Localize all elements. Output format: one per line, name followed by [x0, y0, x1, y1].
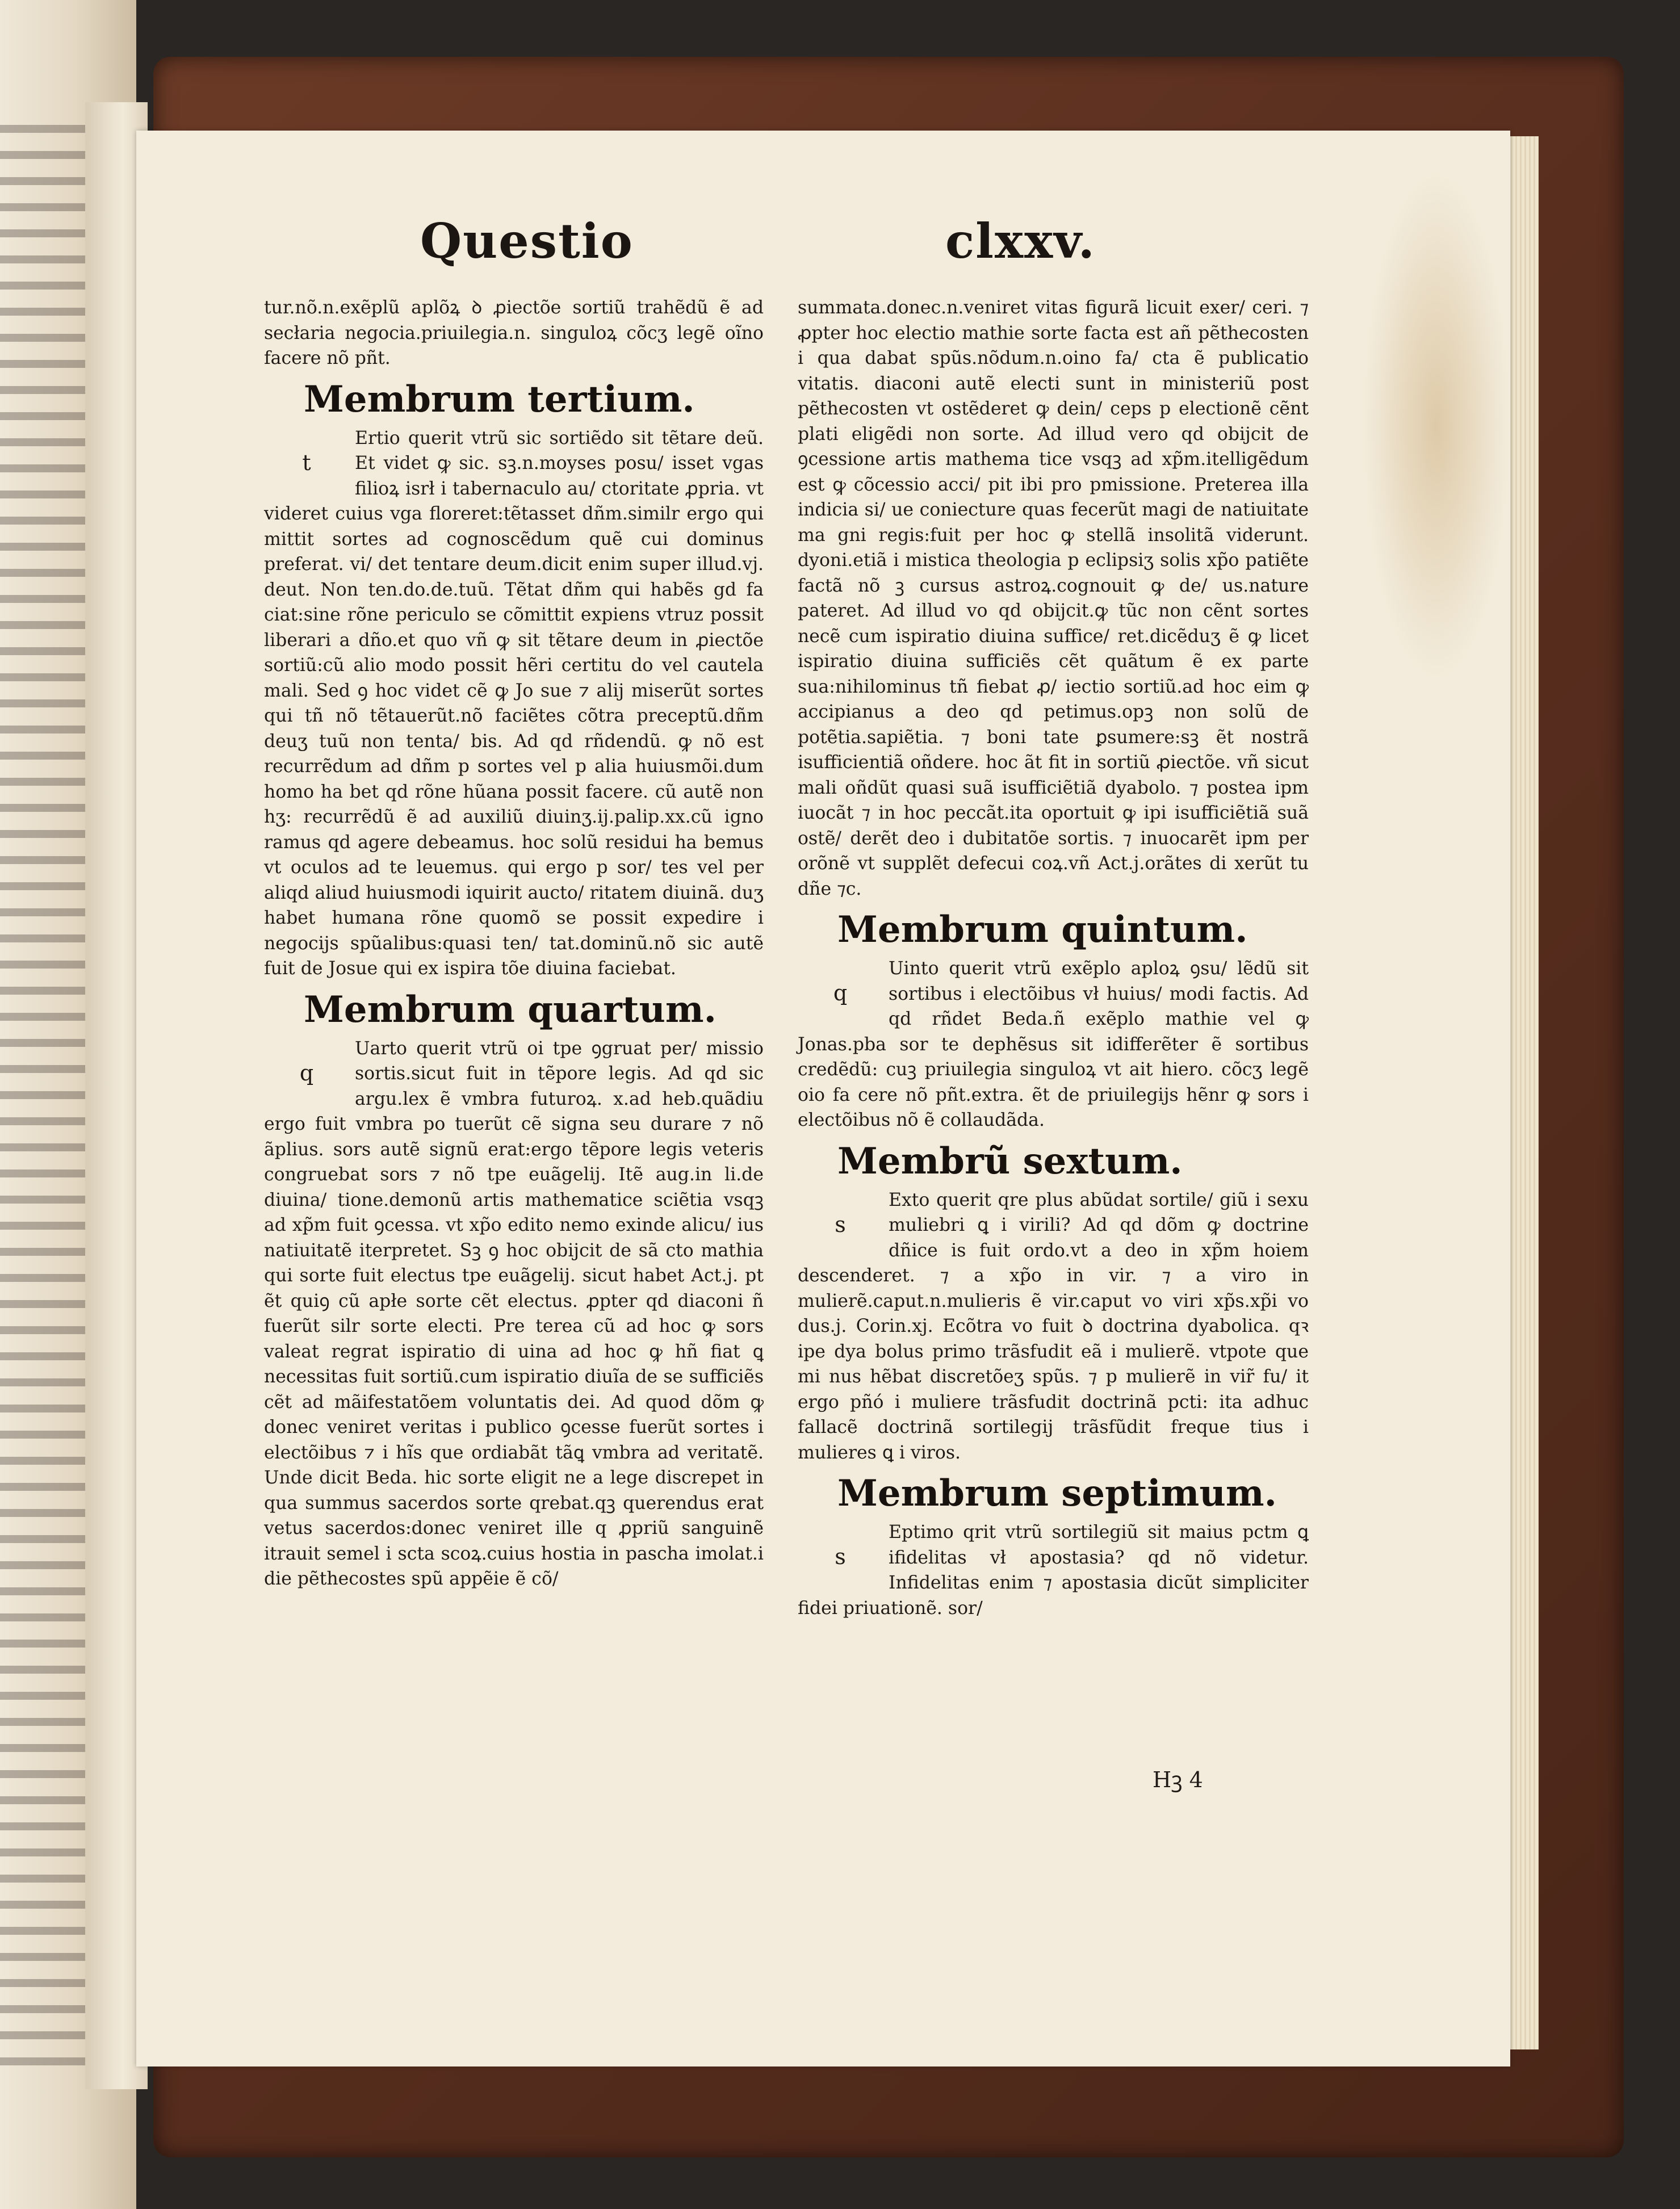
- signature-mark: Hꝫ 4: [1153, 1767, 1203, 1792]
- paragraph-text: Exto querit qre plus abũdat sortile/ giũ i sexu muliebri ꝗ i virili? Ad qd dõm ꝙ doctrine dñice is fuit ordo.vt a deo in xp̃m hoiem descenderet. ⁊ a xp̃o in vir. ⁊ a viro in mulierẽ.caput.n.mulieris ẽ vir.caput vo viri xp̃s.xp̃i vo dus.j. Corin.xj. Ecõtra vo fuit ꝺ doctrina dyabolica. qꝛ ipe dya bolus primo trãsfudit eã i mulierẽ. vtpote que mi nus hẽbat discretõeʒ spũs. ⁊ p mulierẽ in vir̃ fu/ it ergo pñó i muliere trãsfudit doctrinã pcti: ita adhuc fallacẽ doctrinã sortilegij trãsfũdit freque tius i mulieres ꝗ i viros.: [798, 1189, 1309, 1463]
- folio-number: clxxv.: [945, 213, 1096, 269]
- paragraph-text: Eptimo qrit vtrũ sortilegiũ sit maius pctm ꝗ ifidelitas vł apostasia? qd nõ videtur. Infidelitas enim ⁊ apostasia dicũt simpliciter fidei priuationẽ. sor/: [798, 1522, 1309, 1619]
- opening-paragraph-right: summata.donec.n.veniret vitas figurã licuit exer/ ceri. ⁊ ꝓpter hoc electio mathie sorte facta est añ pẽthecosten i qua dabat spũs.nõdum.n.oino fa/ cta ẽ publicatio vitatis. diaconi autẽ electi sunt in ministeriũ post pẽthecosten vt ostẽderet ꝙ dein/ ceps p electionẽ cẽnt plati eligẽdi non sorte. Ad illud vero qd obijcit de ꝯcessione artis mathema tice vsqꝫ ad xp̃m.itelligẽdum est ꝙ cõcessio acci/ pit ibi pro pmissione. Preterea illa indicia si/ ue coniecture quas fecerũt magi de natiuitate ma gni regis:fuit per hoc ꝙ stellã insolitã viderunt. dyoni.etiã i mistica theologia p eclipsiʒ solis xp̃o patiẽte factã nõ ꝫ cursus astroꝝ.cognouit ꝙ de/ us.nature pateret. Ad illud vo qd obijcit.ꝙ tũc non cẽnt sortes necẽ cum ispiratio diuina suffice/ ret.dicẽduʒ ẽ ꝙ licet ispiratio diuina sufficiẽs cẽt quãtum ẽ ex parte sua:nihilominus tñ fiebat ꝓ/ iectio sortiũ.ad hoc eim ꝙ accipianus a deo qd petimus.opꝫ non solũ de potẽtia.sapiẽtia. ⁊ boni tate ꝑsumere:sꝫ ẽt nostrã isufficientiã oñdere. hoc ãt fit in sortiũ ꝓiectõe. vñ sicut mali oñdũt quasi suã isufficiẽtiã dyabolo. ⁊ postea ipm iuocãt ⁊ in hoc peccãt.ita oportuit ꝙ ipi isufficiẽtiã suã ostẽ/ derẽt deo i dubitatõe sortis. ⁊ inuocarẽt ipm per orõnẽ vt supplẽt defecui coꝝ.vñ Act.j.orãtes di xerũt tu dñe ⁊c.: [798, 297, 1309, 899]
- right-column: [798, 295, 1309, 1621]
- left-column: [264, 295, 764, 1592]
- heading-membrum-septimum: Membrum septimum.: [837, 1472, 1277, 1515]
- guide-letter: s: [835, 1544, 846, 1569]
- guide-letter: q: [833, 980, 848, 1005]
- paragraph-membrum-quartum: [264, 1036, 764, 1592]
- heading-membrum-quintum: Membrum quintum.: [837, 908, 1248, 951]
- page-stain: [1363, 170, 1510, 681]
- paragraph-membrum-quintum: [798, 956, 1309, 1133]
- heading-membrum-sextum: Membrũ sextum.: [837, 1139, 1183, 1183]
- paragraph-text: Uinto querit vtrũ exẽplo aploꝝ ꝯsu/ lẽdũ sit sortibus i electõibus vł huius/ modi factis. Ad qd rñdet Beda.ñ exẽplo mathie vel ꝙ Jonas.pba sor te dephẽsus sit idifferẽter ẽ sortibus credẽdũ: cuꝫ priuilegia singuloꝝ vt ait hiero. cõcʒ legẽ oio fa cere nõ pñt.extra. ẽt de priuilegijs hẽnr ꝙ sors i electõibus nõ ẽ collaudãda.: [798, 958, 1309, 1130]
- running-head-left: Questio: [420, 213, 634, 269]
- heading-membrum-quartum: Membrum quartum.: [304, 988, 717, 1031]
- paragraph-membrum-tertium: [264, 426, 764, 982]
- paragraph-text: Uarto querit vtrũ oi tpe ꝯgruat per/ missio sortis.sicut fuit in tẽpore legis. Ad qd sic argu.lex ẽ vmbra futuroꝝ. x.ad heb.quãdiu ergo fuit vmbra po tuerũt cẽ signa seu durare ⁊ nõ ãplius. sors autẽ signũ erat:ergo tẽpore legis veteris congruebat sors ⁊ nõ tpe euãgelij. Itẽ aug.in li.de diuina/ tione.demonũ artis mathematice sciẽtia vsqꝫ ad xp̃m fuit ꝯcessa. vt xp̃o edito nemo exinde alicu/ ius natiuitatẽ iterpretet. Sꝫ ꝯ hoc obijcit de sã cto mathia qui sorte fuit electus tpe euãgelij. sicut habet Act.j. pt ẽt quiꝯ cũ apłe sorte cẽt electus. ꝓpter qd diaconi ñ fuerũt silr sorte electi. Pre terea cũ ad hoc ꝙ sors valeat regrat ispiratio di uina ad hoc ꝙ hñ fiat ꝗ necessitas fuit sortiũ.cum ispiratio diuĩa de se sufficiẽs cẽt ad mãifestatõem voluntatis dei. Ad quod dõm ꝙ donec veniret veritas i publico ꝯcesse fuerũt sortes i electõibus ⁊ i hĩs que ordiabãt tãꝗ vmbra ad veritatẽ. Unde dicit Beda. hic sorte eligit ne a lege discrepet in qua summus sacerdos sorte qrebat.qꝫ querendus erat vetus sacerdos:donec veniret ille q ꝓpriũ sanguinẽ itrauit semel i scta scoꝝ.cuius hostia in pascha imolat.i die pẽthecostes spũ appẽie ẽ cõ/: [264, 1038, 764, 1589]
- paragraph-membrum-sextum: [798, 1188, 1309, 1466]
- paragraph-text: Ertio querit vtrũ sic sortiẽdo sit tẽtare deũ. Et videt ꝙ sic. sꝫ.n.moyses posu/ isset vgas filioꝝ isrł i tabernaculo au/ ctoritate ꝓpria. vt videret cuius vga floreret:tẽtasset dñm.similr ergo qui mittit sortes ad cognoscẽdum quẽ cui dominus preferat. vi/ det tentare deum.dicit enim super illud.vj. deut. Non ten.do.de.tuũ. Tẽtat dñm qui habẽs gd fa ciat:sine rõne periculo se cõmittit expiens vtruz possit liberari a dño.et quo vñ ꝙ sit tẽtare deum in ꝓiectõe sortiũ:cũ alio modo possit hẽri certitu do vel cautela mali. Sed ꝯ hoc videt cẽ ꝙ Jo sue ⁊ alij miserũt sortes qui tñ nõ tẽtauerũt.nõ faciẽtes cõtra preceptũ.dñm deuʒ tuũ non tenta/ bis. Ad qd rñdendũ. ꝙ nõ est recurrẽdum ad dñm p sortes vel p alia huiusmõi.dum homo ha bet qd rõne hũana possit facere. cũ autẽ non hʒ: recurrẽdũ ẽ ad auxiliũ diuinʒ.ij.palip.xx.cũ igno ramus qd agere debeamus. hoc solũ residui ha bemus vt oculos ad te leuemus. qui ergo p sor/ tes vel per aliqd aliud huiusmodi iquirit aucto/ ritatem diuinã. duʒ habet humana rõne quomõ se possit expedire i negocijs spũalibus:quasi ten/ tat.dominũ.nõ sic autẽ fuit de Josue qui ex ispira tõe diuina faciebat.: [264, 427, 764, 979]
- heading-membrum-tertium: Membrum tertium.: [304, 378, 695, 421]
- guide-letter: s: [835, 1212, 846, 1237]
- guide-letter: t: [302, 450, 311, 475]
- guide-letter: q: [299, 1060, 314, 1085]
- opening-paragraph-left: tur.nõ.n.exẽplũ aplõꝝ ꝺ ꝓiectõe sortiũ trahẽdũ ẽ ad secłaria negocia.priuilegia.n. singuloꝝ cõcʒ legẽ oĩno facere nõ pñt.: [264, 297, 764, 368]
- paragraph-membrum-septimum: [798, 1520, 1309, 1621]
